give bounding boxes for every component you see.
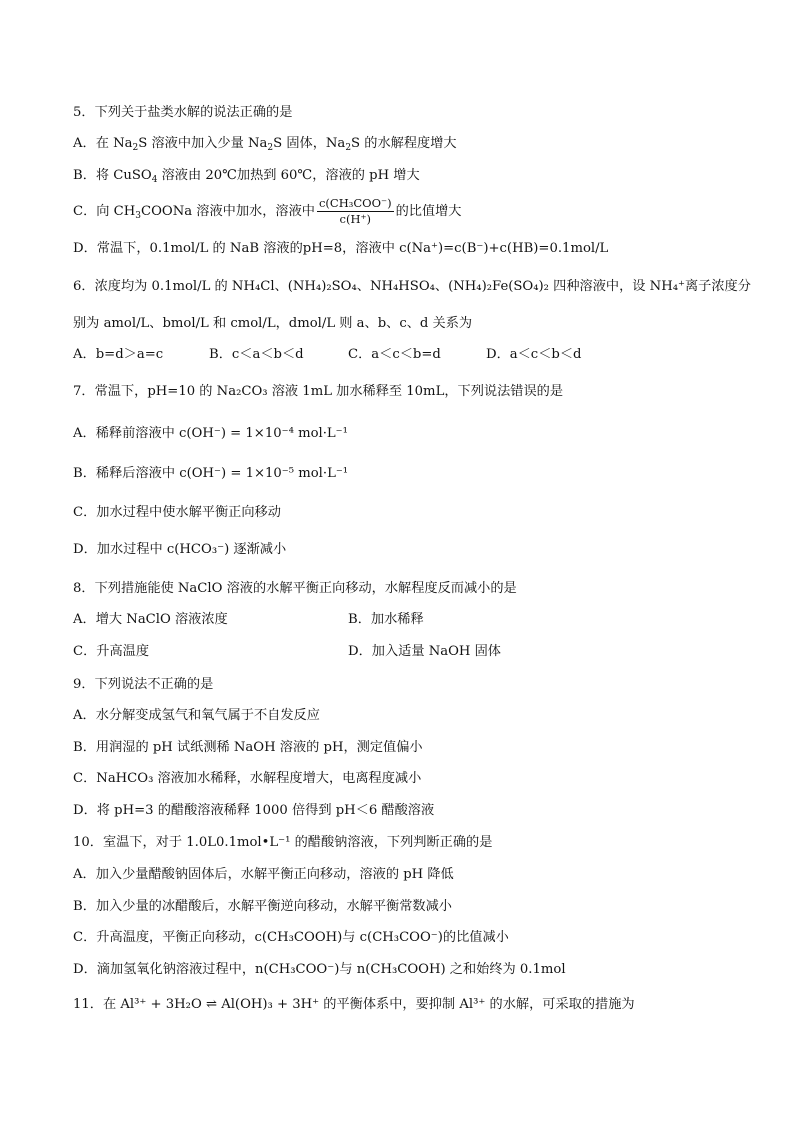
question-11-stem: 11．在 Al³⁺ + 3H₂O ⇌ Al(OH)₃ + 3H⁺ 的平衡体系中，要抑制 Al³⁺ 的水解，可采取的措施为 [73, 997, 635, 1012]
question-10-stem: 10．室温下，对于 1.0L0.1mol•L⁻¹ 的醋酸钠溶液，下列判断正确的是 [73, 835, 493, 850]
question-10-option-d: D．滴加氢氧化钠溶液过程中，n(CH₃COO⁻)与 n(CH₃COOH) 之和始终为 0.1mol [73, 962, 566, 977]
question-7-option-b: B．稀释后溶液中 c(OH⁻) = 1×10⁻⁵ mol·L⁻¹ [73, 466, 349, 481]
question-7-option-d: D．加水过程中 c(HCO₃⁻) 逐渐减小 [73, 542, 287, 557]
question-10-option-a: A．加入少量醋酸钠固体后，水解平衡正向移动，溶液的 pH 降低 [73, 867, 454, 882]
question-6-option-c: C．a＜c＜b=d [348, 347, 441, 362]
question-9-stem: 9．下列说法不正确的是 [73, 677, 214, 692]
question-9-option-b: B．用润湿的 pH 试纸测稀 NaOH 溶液的 pH，测定值偏小 [73, 740, 423, 755]
question-8-option-d: D．加入适量 NaOH 固体 [348, 644, 501, 659]
question-8-option-b: B．加水稀释 [348, 612, 424, 627]
ratio-fraction: $\frac{\text{c(CH₃COO⁻)}}{c(H^+)}$ [318, 196, 392, 226]
question-7-stem: 7．常温下，pH=10 的 Na₂CO₃ 溶液 1mL 加水稀释至 10mL，下列说法错误的是 [73, 384, 564, 399]
question-6-option-d: D．a＜c＜b＜d [486, 347, 582, 362]
question-9-option-a: A．水分解变成氢气和氧气属于不自发反应 [73, 708, 320, 723]
question-8-stem: 8．下列措施能使 NaClO 溶液的水解平衡正向移动，水解程度反而减小的是 [73, 581, 517, 596]
question-8-option-a: A．增大 NaClO 溶液浓度 [73, 612, 228, 627]
question-5-option-d: D．常温下，0.1mol/L 的 NaB 溶液的pH=8，溶液中 c(Na⁺)=c(B⁻)+c(HB)=0.1mol/L [73, 241, 609, 256]
question-7-option-a: A．稀释前溶液中 c(OH⁻) = 1×10⁻⁴ mol·L⁻¹ [73, 426, 348, 441]
question-5-stem: 5．下列关于盐类水解的说法正确的是 [73, 105, 293, 120]
question-5-option-a: A．在 $Na_2S$ 溶液中加入少量 $Na_2S$ 固体，$Na_2S$ 的水解程度增大 [73, 136, 457, 153]
question-8-option-c: C．升高温度 [73, 644, 150, 659]
question-6-stem-line2: 别为 amol/L、bmol/L 和 cmol/L，dmol/L 则 a、b、c、d 关系为 [73, 316, 473, 331]
question-7-option-c: C．加水过程中使水解平衡正向移动 [73, 505, 281, 520]
question-9-option-d: D．将 pH=3 的醋酸溶液稀释 1000 倍得到 pH＜6 醋酸溶液 [73, 803, 435, 818]
question-9-option-c: C．NaHCO₃ 溶液加水稀释，水解程度增大，电离程度减小 [73, 771, 422, 786]
question-6-option-b: B．c＜a＜b＜d [209, 347, 304, 362]
question-6-stem-line1: 6．浓度均为 0.1mol/L 的 NH₄Cl、(NH₄)₂SO₄、NH₄HSO₄、(NH₄)₂Fe(SO₄)₂ 四种溶液中，设 NH₄⁺离子浓度分 [73, 279, 751, 294]
question-5-option-c: C．向 $CH_3COONa$ 溶液中加水，溶液中 $\frac{\text{c(CH₃COO⁻)}}{c(H^+)}$ 的比值增大 [73, 196, 462, 226]
question-10-option-c: C．升高温度，平衡正向移动，c(CH₃COOH)与 c(CH₃COO⁻)的比值减小 [73, 930, 509, 945]
question-10-option-b: B．加入少量的冰醋酸后，水解平衡逆向移动，水解平衡常数减小 [73, 899, 452, 914]
question-5-option-b: B．将 CuSO$_4$ 溶液由 20℃加热到 60℃，溶液的 pH 增大 [73, 168, 420, 185]
question-6-option-a: A．b=d＞a=c [73, 347, 164, 362]
